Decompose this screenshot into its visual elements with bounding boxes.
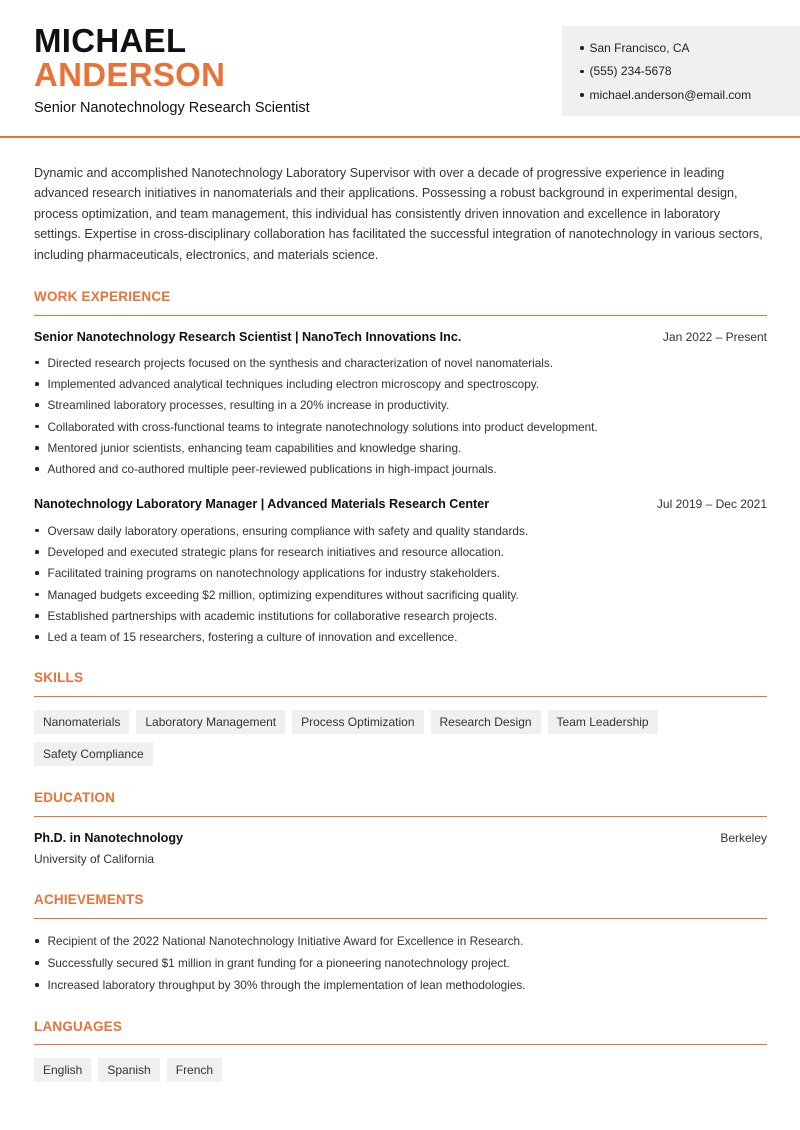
list-item <box>34 952 767 974</box>
job-bullets <box>34 520 767 648</box>
job-header <box>34 330 767 344</box>
last-name: ANDERSON <box>34 56 226 93</box>
section-divider <box>34 918 767 919</box>
bullet-icon <box>35 635 39 639</box>
skill-tag: Safety Compliance <box>34 742 153 766</box>
bullet-text: Managed budgets exceeding $2 million, optimizing expenditures without sacrificing quality. <box>47 587 519 602</box>
bullet-icon <box>35 593 39 597</box>
bullet-icon <box>35 446 39 450</box>
list-item <box>34 541 767 562</box>
list-item <box>34 458 767 479</box>
bullet-text: Successfully secured $1 million in grant funding for a pioneering nanotechnology project. <box>47 956 510 970</box>
list-item <box>34 437 767 458</box>
bullet-icon <box>35 403 39 407</box>
section-title-languages: LANGUAGES <box>34 1019 123 1034</box>
section-title-work: WORK EXPERIENCE <box>34 289 171 304</box>
skill-tag: Team Leadership <box>548 710 658 734</box>
job-header <box>34 497 767 511</box>
bullet-text: Collaborated with cross-functional teams to integrate nanotechnology solutions into product development. <box>47 419 598 434</box>
job-dates: Jan 2022 – Present <box>662 330 767 344</box>
skill-tag: Laboratory Management <box>136 710 285 734</box>
location-text: San Francisco, CA <box>589 40 690 55</box>
bullet-text: Increased laboratory throughput by 30% through the implementation of lean methodologies. <box>47 978 526 992</box>
bullet-icon <box>35 614 39 618</box>
bullet-text: Recipient of the 2022 National Nanotechnology Initiative Award for Excellence in Research. <box>47 934 524 948</box>
bullet-icon <box>35 425 39 429</box>
degree: Ph.D. in Nanotechnology <box>34 831 184 845</box>
job-dates: Jul 2019 – Dec 2021 <box>656 497 767 511</box>
list-item <box>34 584 767 605</box>
bullet-text: Streamlined laboratory processes, resulting in a 20% increase in productivity. <box>47 398 450 413</box>
list-item <box>34 605 767 626</box>
skill-tag: Nanomaterials <box>34 710 129 734</box>
bullet-icon <box>580 70 584 74</box>
section-divider <box>34 696 767 697</box>
bullet-text: Oversaw daily laboratory operations, ensuring compliance with safety and quality standards. <box>47 523 529 538</box>
language-tag: French <box>167 1058 222 1082</box>
list-item <box>34 373 767 394</box>
section-divider <box>34 315 767 316</box>
list-item <box>34 930 767 952</box>
bullet-icon <box>35 571 39 575</box>
job-bullets <box>34 352 767 480</box>
section-title-education: EDUCATION <box>34 790 116 805</box>
phone-text: (555) 234-5678 <box>589 64 672 79</box>
achievement-bullets <box>34 930 767 996</box>
bullet-icon <box>35 961 39 965</box>
job-role: Senior Nanotechnology Research Scientist | NanoTech Innovations Inc. <box>34 330 462 344</box>
bullet-icon <box>35 361 39 365</box>
list-item <box>34 563 767 584</box>
bullet-text: Mentored junior scientists, enhancing team capabilities and knowledge sharing. <box>47 440 462 455</box>
contact-email[interactable] <box>580 83 800 107</box>
bullet-icon <box>35 983 39 987</box>
list-item <box>34 520 767 541</box>
bullet-text: Directed research projects focused on the synthesis and characterization of novel nanomaterials. <box>47 355 554 370</box>
skills-tags <box>34 710 767 766</box>
school-name: University of California <box>34 852 155 866</box>
bullet-text: Established partnerships with academic institutions for collaborative research projects. <box>47 608 498 623</box>
list-item <box>34 416 767 437</box>
education-location: Berkeley <box>720 831 767 845</box>
contact-location <box>580 36 800 60</box>
bullet-icon <box>580 93 584 97</box>
summary: Dynamic and accomplished Nanotechnology Laboratory Supervisor with over a decade of progressive experience in leading advanced research initiatives in nanomaterials and their applications. Possessing a robust background in experimental design, process optimization, and team management, this individual has consistently driven innovation and excellence in laboratory settings. Expertise in cross-disciplinary collaboration has facilitated the successful integration of nanotechnology in various sectors, including pharmaceuticals, electronics, and materials science. <box>34 166 763 262</box>
first-name: MICHAEL <box>34 22 187 59</box>
bullet-text: Authored and co-authored multiple peer-reviewed publications in high-impact journals. <box>47 462 497 477</box>
job-role: Nanotechnology Laboratory Manager | Advanced Materials Research Center <box>34 497 490 511</box>
section-title-skills: SKILLS <box>34 670 84 685</box>
skill-tag: Process Optimization <box>292 710 423 734</box>
email-text[interactable]: michael.anderson@email.com <box>589 87 752 102</box>
list-item <box>34 626 767 647</box>
language-tags <box>34 1058 767 1082</box>
bullet-text: Developed and executed strategic plans for research initiatives and resource allocation. <box>47 544 504 559</box>
contact-phone <box>580 60 800 84</box>
bullet-text: Led a team of 15 researchers, fostering a culture of innovation and excellence. <box>47 630 458 645</box>
bullet-icon <box>35 529 39 533</box>
resume-header <box>0 0 800 138</box>
contact-box <box>562 26 800 116</box>
job-title: Senior Nanotechnology Research Scientist <box>34 100 310 116</box>
bullet-icon <box>35 382 39 386</box>
section-divider <box>34 816 767 817</box>
skill-tag: Research Design <box>431 710 541 734</box>
bullet-icon <box>580 46 584 50</box>
education-header <box>34 831 767 845</box>
bullet-icon <box>35 467 39 471</box>
bullet-icon <box>35 939 39 943</box>
list-item <box>34 395 767 416</box>
bullet-icon <box>35 550 39 554</box>
language-tag: English <box>34 1058 91 1082</box>
bullet-text: Facilitated training programs on nanotechnology applications for industry stakeholders. <box>47 566 500 581</box>
list-item <box>34 974 767 996</box>
section-title-achievements: ACHIEVEMENTS <box>34 892 144 907</box>
bullet-text: Implemented advanced analytical techniques including electron microscopy and spectroscopy. <box>47 376 540 391</box>
section-divider <box>34 1044 767 1045</box>
list-item <box>34 352 767 373</box>
language-tag: Spanish <box>98 1058 159 1082</box>
